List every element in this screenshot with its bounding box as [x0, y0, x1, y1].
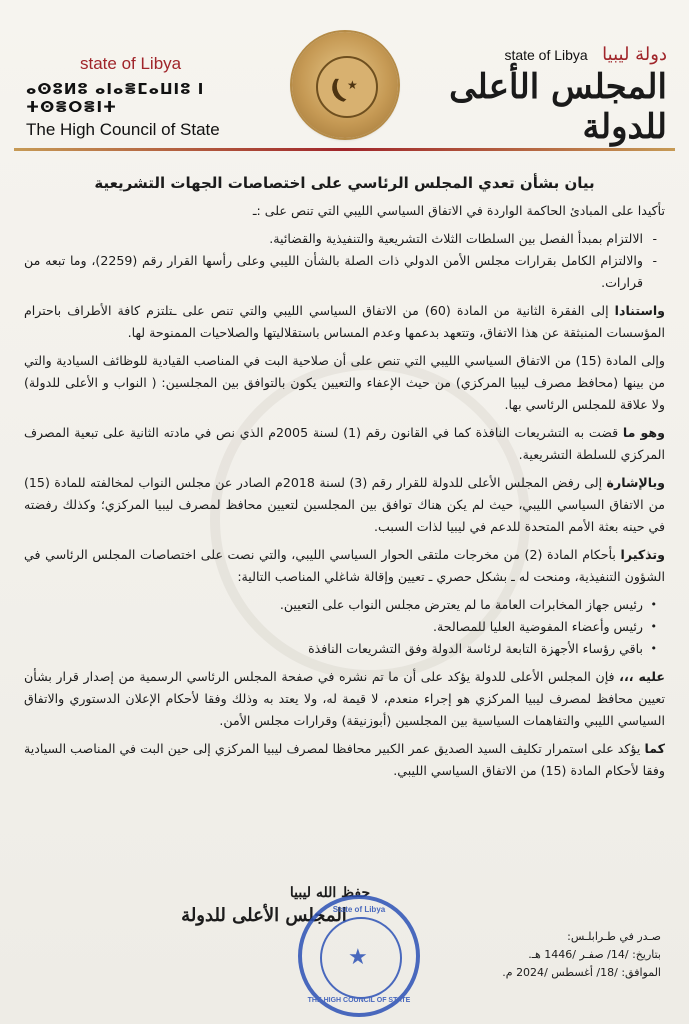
intro-paragraph — [24, 200, 665, 222]
paragraph-lead: وهو ما — [622, 425, 665, 440]
statement-title: بيان بشأن تعدي المجلس الرئاسي على اختصاصات الجهات التشريعية — [94, 174, 595, 192]
paragraph-text: وإلى المادة (15) من الاتفاق السياسي الليبي التي تنص على أن صلاحية البت في المناصب القيادية للوظائف السيادية والتي من بينها (محافظ مصرف ليبيا المركزي) من حيث الإعفاء والتعيين يكون بالتوافق بين المجلسين: ( النواب و الأعلى للدولة) ولا علاقة للمجلس الرئاسي بها. — [24, 353, 665, 412]
paragraph-law-1 — [24, 422, 665, 466]
list-item: • باقي رؤساء الأجهزة التابعة لرئاسة الدولة وفق التشريعات النافذة — [24, 638, 643, 660]
star-icon: ★ — [347, 78, 358, 92]
letterhead — [0, 0, 689, 150]
official-stamp — [298, 895, 420, 1017]
list-item: - والالتزام الكامل بقرارات مجلس الأمن الدولي ذات الصلة بالشأن الليبي وعلى رأسها القرار رقم (2259)، وما تبعه من قرارات. — [24, 250, 643, 294]
state-name-en: state of Libya — [80, 54, 182, 73]
issued-place: صـدر في طـرابلـس: — [567, 930, 661, 943]
paragraph-lead: واستنادا — [614, 303, 665, 318]
council-name-ar: المجلس الأعلى للدولة — [449, 67, 667, 147]
paragraph-article-15 — [24, 350, 665, 416]
state-name-ar: دولة ليبيا — [602, 44, 667, 65]
positions-list — [24, 594, 665, 660]
paragraph-text: إلى الفقرة الثانية من المادة (60) من الاتفاق السياسي الليبي والتي تنص على ـتلتزم كافة الأطراف باحترام المؤسسات المنبثقة عن هذا الاتفاق، وتتعهد بدعمها وعدم المساس باستقلاليتها والصلاحيات الممنوحة لها. — [24, 303, 665, 340]
paragraph-governor — [24, 738, 665, 782]
paragraph-text: إلى رفض المجلس الأعلى للدولة للقرار رقم (3) لسنة 2018م الصادر عن مجلس النواب لمخالفته للمادة (15) من الاتفاق السياسي الليبي، حيث لم يكن هناك توافق بين المجلسين لتعيين محافظ لمصرف ليبيا المركزي؛ وكذلك رفضته في حينه بعثة الأمم المتحدة للدعم في ليبيا لذات السبب. — [24, 475, 665, 534]
list-item: - الالتزام بمبدأ الفصل بين السلطات الثلاث التشريعية والتنفيذية والقضائية. — [24, 228, 643, 250]
hijri-date: بتاريخ: /14/ صفـر /1446 هـ. — [528, 948, 661, 961]
star-icon: ★ — [348, 945, 368, 970]
letterhead-right-top — [407, 44, 667, 65]
paragraph-conclusion — [24, 666, 665, 732]
council-name-tifinagh: ⴰⵙⵓⵍⵓ ⴰⵏⴰⴻⵎⴰⵡⵏⵓ ⵏ ⵜⵙⴻⵔⴻⵏⵜ — [26, 80, 205, 116]
list-item: • رئيس جهاز المخابرات العامة ما لم يعترض مجلس النواب على التعيين. — [24, 594, 643, 616]
stamp-text-top: State of Libya — [332, 905, 386, 914]
paragraph-lead: كما — [644, 741, 665, 756]
intro-list — [24, 228, 665, 294]
paragraph-decision-3 — [24, 472, 665, 538]
letterhead-left — [26, 54, 266, 140]
paragraph-text: قضت به التشريعات النافذة كما في القانون رقم (1) لسنة 2005م الذي نص في مادته الثانية على تبعية المصرف المركزي للسلطة التشريعية. — [24, 425, 665, 462]
issue-details — [451, 928, 661, 982]
paragraph-lead: وتذكيرا — [620, 547, 665, 562]
statement-body — [24, 170, 665, 788]
paragraph-lead: عليه ،،، — [619, 669, 665, 684]
paragraph-text: فإن المجلس الأعلى للدولة يؤكد على أن ما تم نشره في صفحة المجلس الرئاسي الرسمية من إصدار قرار بشأن تعيين محافظ لمصرف ليبيا المركزي هو إجراء منعدم، لا قيمة له، ولا يعتد به وذلك وفقا لأحكام الإعلان الدستوري والاتفاق السياسي الليبي والتفاهمات السياسية بين المجلسين (أبوزنيقة) وقرارات مجلس الأمن. — [24, 669, 665, 728]
council-name-en: The High Council of State — [26, 120, 220, 139]
intro-text: تأكيدا على المبادئ الحاكمة الواردة في الاتفاق السياسي الليبي التي تنص على :ـ — [252, 203, 665, 218]
letterhead-right — [407, 44, 667, 147]
stamp-text-bottom: THE HIGH COUNCIL OF STATE — [307, 997, 411, 1004]
paragraph-lead: وبالإشارة — [606, 475, 666, 490]
paragraph-text: يؤكد على استمرار تكليف السيد الصديق عمر الكبير محافظا لمصرف ليبيا المركزي إلى حين البت في المناصب السيادية وفقا لأحكام المادة (15) من الاتفاق السياسي الليبي. — [24, 741, 665, 778]
signature-block: المجلس الأعلى للدولة — [181, 905, 347, 926]
closing-greeting: حفظ الله ليبيا — [289, 885, 371, 901]
list-item: • رئيس وأعضاء المفوضية العليا للمصالحة. — [24, 616, 643, 638]
council-seal-logo — [292, 32, 398, 138]
paragraph-text: بأحكام المادة (2) من مخرجات ملتقى الحوار السياسي الليبي، والتي نصت على اختصاصات المجلس الرئاسي في الشؤون التنفيذية، ومنحت له ـ بشكل حصري ـ تعيين وإقالة شاغلي المناصب التالية: — [24, 547, 665, 584]
gregorian-date: الموافق: /18/ أغسطس /2024 م. — [502, 966, 661, 979]
paragraph-article-60 — [24, 300, 665, 344]
state-name-en-right: state of Libya — [504, 47, 588, 63]
paragraph-article-2 — [24, 544, 665, 588]
letterhead-divider — [14, 148, 675, 151]
